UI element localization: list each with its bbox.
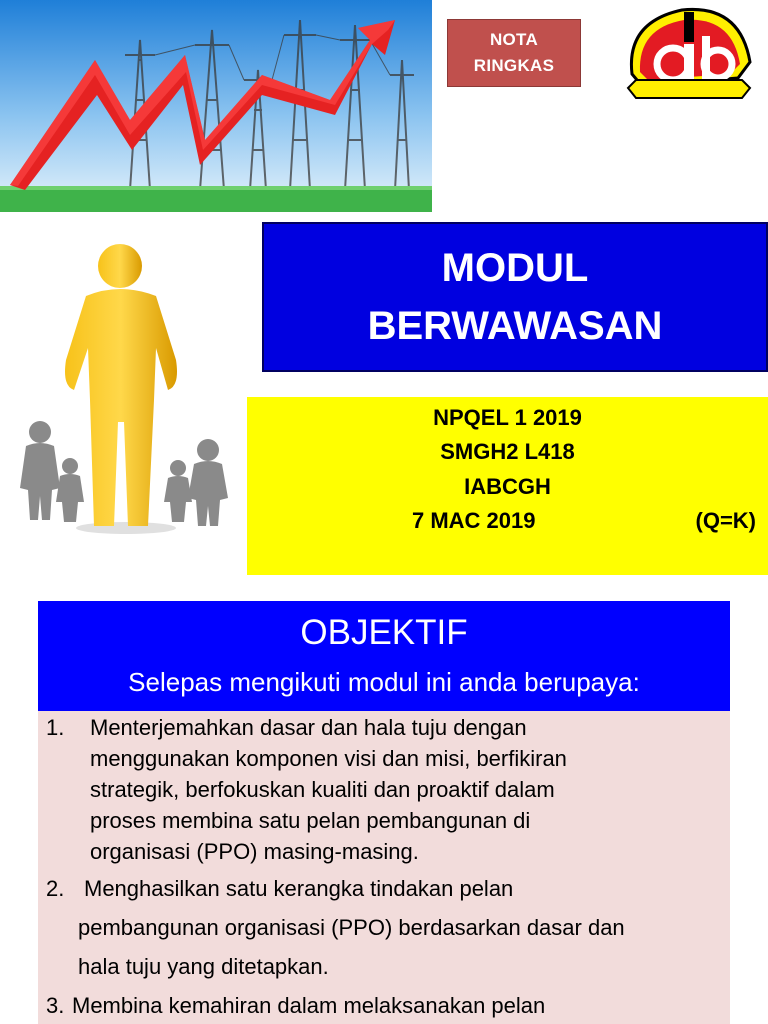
objektif-list <box>38 711 730 1024</box>
title-line-2: BERWAWASAN <box>367 304 663 348</box>
q-k-code: (Q=K) <box>695 508 756 533</box>
item-line: Menghasilkan satu kerangka tindakan pelan <box>84 876 514 901</box>
organizer-code: IABCGH <box>464 474 551 499</box>
item-line: organisasi (PPO) masing-masing. <box>90 839 419 864</box>
growth-arrow-image <box>0 0 432 212</box>
item-number: 3. <box>46 993 65 1018</box>
course-code: NPQEL 1 2019 <box>433 405 582 430</box>
item-line: hala tuju yang ditetapkan. <box>78 954 329 979</box>
objektif-header <box>38 601 730 711</box>
objektif-subheading: Selepas mengikuti modul ini anda berupaya: <box>128 667 640 697</box>
item-line: proses membina satu pelan pembangunan di <box>90 808 531 833</box>
nota-ringkas-badge <box>447 19 581 87</box>
title-line-1: MODUL <box>441 246 589 290</box>
item-line: Membina kemahiran dalam melaksanakan pelan <box>72 993 546 1018</box>
objektif-heading: OBJEKTIF <box>300 613 468 652</box>
item-number: 1. <box>46 715 65 740</box>
item-line: menggunakan komponen visi dan misi, berfikiran <box>90 746 567 771</box>
badge-line-2: RINGKAS <box>473 56 555 75</box>
item-line: pembangunan organisasi (PPO) berdasarkan dasar dan <box>78 915 625 940</box>
iab-logo <box>618 2 760 110</box>
course-date: 7 MAC 2019 <box>412 508 536 533</box>
leader-figure-image <box>8 240 238 540</box>
module-title-box <box>262 222 768 372</box>
badge-line-1: NOTA <box>489 30 539 49</box>
item-line: strategik, berfokuskan kualiti dan proaktif dalam <box>90 777 555 802</box>
item-line: Menterjemahkan dasar dan hala tuju dengan <box>90 715 527 740</box>
course-info-box <box>247 397 768 575</box>
item-number: 2. <box>46 876 65 901</box>
group-code: SMGH2 L418 <box>440 439 575 464</box>
